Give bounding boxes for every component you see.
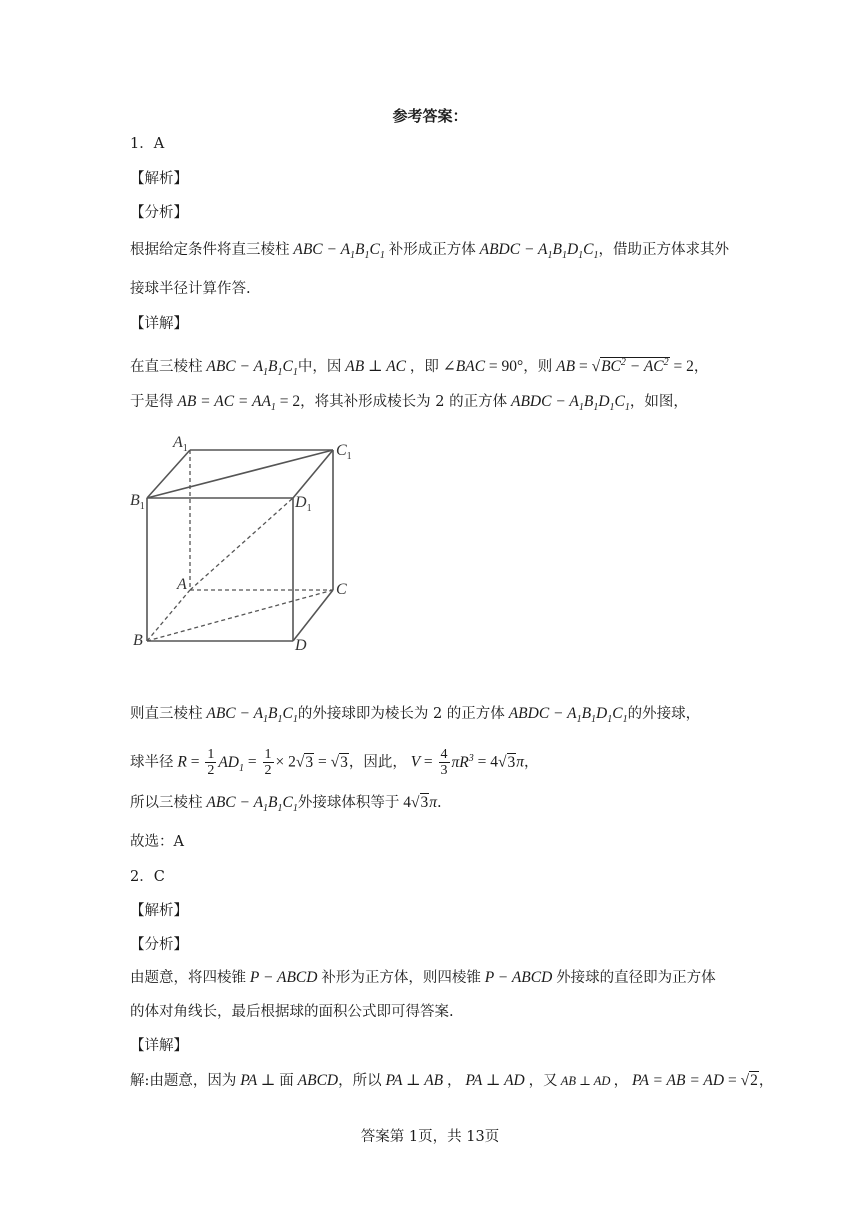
label-c: C <box>336 581 347 598</box>
cube-figure <box>125 428 365 658</box>
q1-analysis-line1: 根据给定条件将直三棱柱 ABC − $A_1B_1C_1$ 补形成正方体 ABDC − $A_1B_1D_1C_1$，借助正方体求其外 <box>130 241 729 262</box>
q1-detail-line5: 所以三棱柱 ABC − $A_1B_1C_1$外接球体积等于 4√3π. <box>130 794 442 815</box>
diagonal-b1c1 <box>147 450 333 498</box>
q1-analysis-line2: 接球半径计算作答. <box>130 281 251 297</box>
hidden-edge-ba <box>147 590 190 641</box>
page-footer: 答案第 1页，共 13页 <box>360 1129 500 1145</box>
q2-detail-line1: 解:由题意，因为 PA ⊥ 面 ABCD，所以 PA ⊥ AB ， PA ⊥ AD ，又 AB ⊥ AD ， PA = AB = AD = √2， <box>130 1072 774 1089</box>
label-d1: $D_1$ <box>295 494 312 514</box>
q1-detail-line4: 球半径 R = $\frac{1}{2}$ $AD_1$ = $\frac{1}{2}$ × 2√3 = √3，因此， V = $\frac{4}{3}$ $\pi R^3 = 4√3\pi$， <box>130 747 539 778</box>
edge-dc <box>293 590 333 641</box>
q2-jiexi-heading: 【解析】 <box>130 903 188 919</box>
q1-detail-line3: 则直三棱柱 ABC − $A_1B_1C_1$的外接球即为棱长为 2 的正方体 ABDC − $A_1B_1D_1C_1$的外接球， <box>130 705 701 726</box>
q2-fenxi-heading: 【分析】 <box>130 937 188 953</box>
hidden-diagonal-ad1 <box>190 498 293 590</box>
label-d: D <box>295 637 307 654</box>
hidden-diagonal-bc <box>147 590 333 641</box>
q2-analysis-line2: 的体对角线长，最后根据球的面积公式即可得答案. <box>130 1004 454 1020</box>
label-b1: $B_1$ <box>130 492 145 512</box>
q2-analysis-line1: 由题意，将四棱锥 P − ABCD 补形为正方体，则四棱锥 P − ABCD 外接球的直径即为正方体 <box>130 969 716 986</box>
q2-number: 2．C <box>130 869 165 885</box>
q1-detail-line2: 于是得 AB = AC = $AA_1 = 2$，将其补形成棱长为 2 的正方体 ABDC − $A_1B_1D_1C_1$，如图， <box>130 393 688 414</box>
q1-jiexi-heading: 【解析】 <box>130 171 188 187</box>
q2-xiangjie-heading: 【详解】 <box>130 1038 188 1054</box>
label-b: B <box>133 632 143 649</box>
label-a1: $A_1$ <box>173 434 188 454</box>
edge-b1a1 <box>147 450 190 498</box>
edge-d1c1 <box>293 450 333 498</box>
label-a: A <box>177 576 187 593</box>
page-title: 参考答案： <box>392 107 468 125</box>
q1-answer: 故选：A <box>130 834 184 850</box>
q1-detail-line1: 在直三棱柱 ABC − $A_1B_1C_1$中，因 AB ⊥ AC ，即 ∠BAC = 90°，则 AB = $√BC^2 - AC^2 = 2$， <box>130 357 709 379</box>
q1-fenxi-heading: 【分析】 <box>130 205 188 221</box>
q1-number: 1．A <box>130 136 165 152</box>
label-c1: $C_1$ <box>336 442 352 462</box>
q1-xiangjie-heading: 【详解】 <box>130 316 188 332</box>
